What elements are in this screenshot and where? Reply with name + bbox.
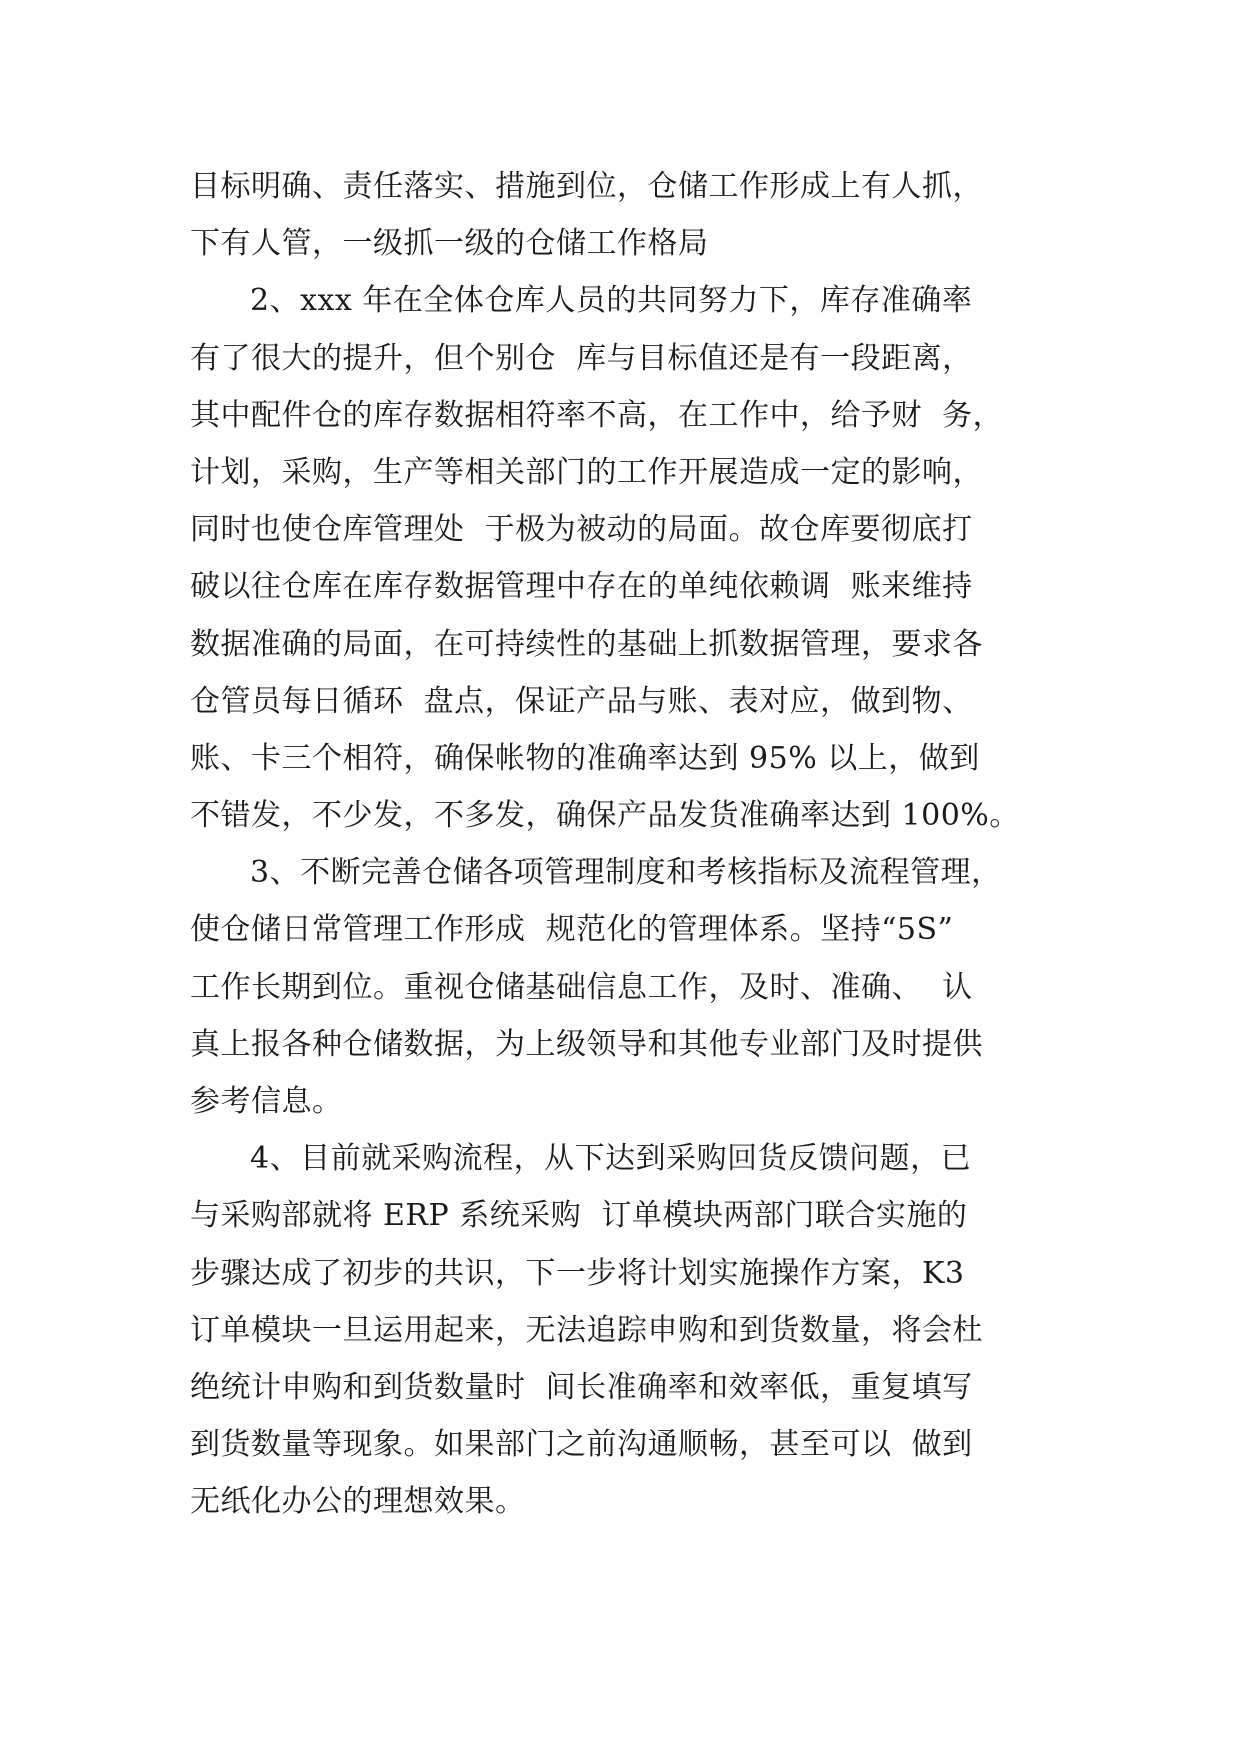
text-line: 计划，采购，生产等相关部门的工作开展造成一定的影响， bbox=[190, 454, 983, 490]
document-body bbox=[190, 158, 1070, 1531]
text-line: 不错发，不少发，不多发，确保产品发货准确率达到 100%。 bbox=[190, 798, 1020, 834]
text-line: 账、卡三个相符，确保帐物的准确率达到 95% 以上，做到 bbox=[190, 740, 980, 776]
text-line: 同时也使仓库管理处 于极为被动的局面。故仓库要彻底打 bbox=[190, 512, 973, 548]
text-line: 仓管员每日循环 盘点，保证产品与账、表对应，做到物、 bbox=[190, 683, 973, 719]
text-line: 破以往仓库在库存数据管理中存在的单纯依赖调 账来维持 bbox=[190, 569, 973, 605]
paragraph-4-first-line: 4、目前就采购流程，从下达到采购回货反馈问题，已 bbox=[250, 1141, 972, 1177]
text-line: 工作长期到位。重视仓储基础信息工作，及时、准确、 认 bbox=[190, 969, 973, 1005]
text-line: 有了很大的提升，但个别仓 库与目标值还是有一段距离， bbox=[190, 340, 973, 376]
text-line: 数据准确的局面，在可持续性的基础上抓数据管理，要求各 bbox=[190, 626, 983, 662]
text-line: 与采购部就将 ERP 系统采购 订单模块两部门联合实施的 bbox=[190, 1198, 968, 1234]
text-line: 下有人管，一级抓一级的仓储工作格局 bbox=[190, 226, 709, 262]
text-line: 真上报各种仓储数据，为上级领导和其他专业部门及时提供 bbox=[190, 1026, 983, 1062]
text-line: 步骤达成了初步的共识，下一步将计划实施操作方案，K3 bbox=[190, 1255, 965, 1291]
text-line: 参考信息。 bbox=[190, 1084, 343, 1119]
paragraph-3-first-line: 3、不断完善仓储各项管理制度和考核指标及流程管理， bbox=[250, 855, 1002, 891]
text-line: 目标明确、责任落实、措施到位，仓储工作形成上有人抓， bbox=[190, 169, 983, 204]
text-line: 到货数量等现象。如果部门之前沟通顺畅，甚至可以 做到 bbox=[190, 1427, 973, 1463]
text-line: 其中配件仓的库存数据相符率不高，在工作中，给予财 务， bbox=[190, 397, 1004, 433]
text-line: 订单模块一旦运用起来，无法追踪申购和到货数量，将会杜 bbox=[190, 1312, 983, 1348]
text-line: 绝统计申购和到货数量时 间长准确率和效率低，重复填写 bbox=[190, 1369, 973, 1405]
paragraph-2-first-line: 2、xxx 年在全体仓库人员的共同努力下，库存准确率 bbox=[250, 283, 973, 319]
text-line: 无纸化办公的理想效果。 bbox=[190, 1484, 526, 1520]
text-line: 使仓储日常管理工作形成 规范化的管理体系。坚持“5S” bbox=[190, 912, 954, 948]
